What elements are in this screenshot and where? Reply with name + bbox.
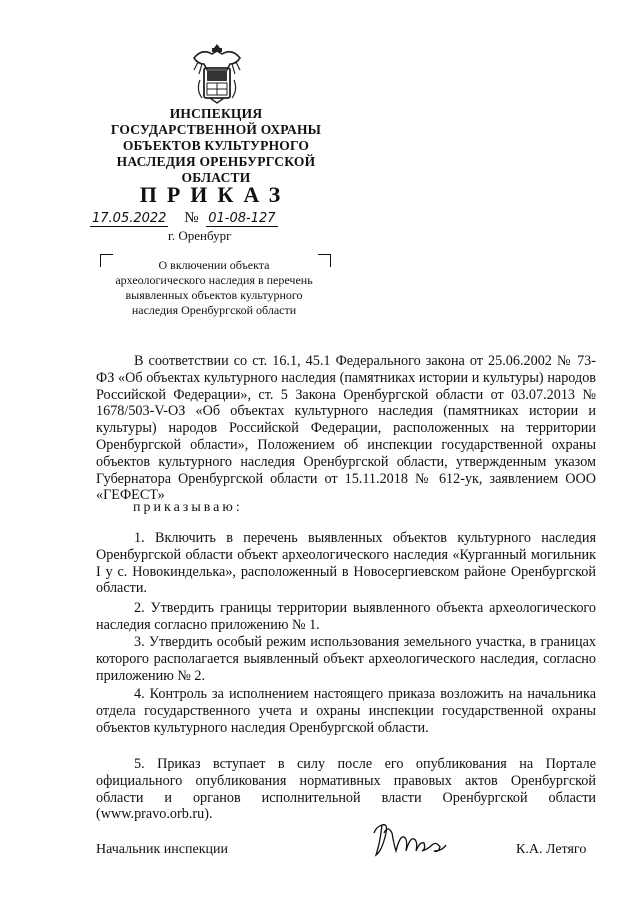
subject-line: О включении объекта (158, 258, 270, 272)
order-item-1: 1. Включить в перечень выявленных объектов культурного наследия Оренбургской области объект археологического наследия «Курганный могильник I у с. Новокинделька», расположенный в Новосергиевском районе Оренбургской области. (96, 530, 596, 597)
subject-line: выявленных объектов культурного (125, 288, 303, 302)
signatory-name: К.А. Летяго (516, 842, 587, 857)
org-line: НАСЛЕДИЯ ОРЕНБУРГСКОЙ (116, 154, 316, 169)
org-line: ГОСУДАРСТВЕННОЙ ОХРАНЫ (110, 122, 322, 137)
document-subject (96, 258, 332, 318)
city-label: г. Оренбург (168, 228, 232, 243)
org-line: ОБЛАСТИ (181, 170, 251, 185)
organization-name (60, 106, 372, 186)
order-item-2: 2. Утвердить границы территории выявленного объекта археологического наследия согласно приложению № 1. (96, 600, 596, 633)
preamble-paragraph: В соответствии со ст. 16.1, 45.1 Федерального закона от 25.06.2002 № 73-ФЗ «Об объектах культурного наследия (памятниках истории и культуры) народов Российской Федерации», ст. 5 Закона Оренбургской области от 03.07.2013 № 1678/503-V-ОЗ «Об объектах культурного наследия (памятниках истории и культуры) народов Российской Федерации, расположенных на территории Оренбургской области», Положением об инспекции государственной охраны объектов культурного наследия Оренбургской области, утвержденным указом Губернатора Оренбургской области от 15.11.2018 № 612-ук, заявлением ООО «ГЕФЕСТ» (96, 353, 596, 504)
coat-of-arms-icon (188, 40, 246, 106)
order-item-5: 5. Приказ вступает в силу после его опубликования на Портале официального опубликования нормативных правовых актов Оренбургской области и органов исполнительной власти Оренбургской области (www.pravo.orb.ru). (96, 756, 596, 823)
subject-line: наследия Оренбургской области (131, 303, 297, 317)
document-type-title: ПРИКАЗ (139, 182, 291, 207)
org-line: ИНСПЕКЦИЯ (169, 106, 263, 121)
order-word: приказываю: (133, 500, 243, 515)
order-item-4: 4. Контроль за исполнением настоящего приказа возложить на начальника отдела государственного учета и охраны инспекции государственной охраны объектов культурного наследия Оренбургской области. (96, 686, 596, 736)
handwritten-signature (368, 815, 460, 861)
date-number-line (90, 210, 278, 227)
signatory-position: Начальник инспекции (96, 842, 228, 857)
order-item-3: 3. Утвердить особый режим использования земельного участка, в границах которого располагается выявленный объект археологического наследия, согласно приложению № 2. (96, 634, 596, 684)
subject-line: археологического наследия в перечень (115, 273, 313, 287)
org-line: ОБЪЕКТОВ КУЛЬТУРНОГО (122, 138, 310, 153)
document-date: 17.05.2022 (92, 211, 167, 226)
document-number: 01-08-127 (208, 211, 276, 226)
number-sign: № (184, 210, 199, 226)
